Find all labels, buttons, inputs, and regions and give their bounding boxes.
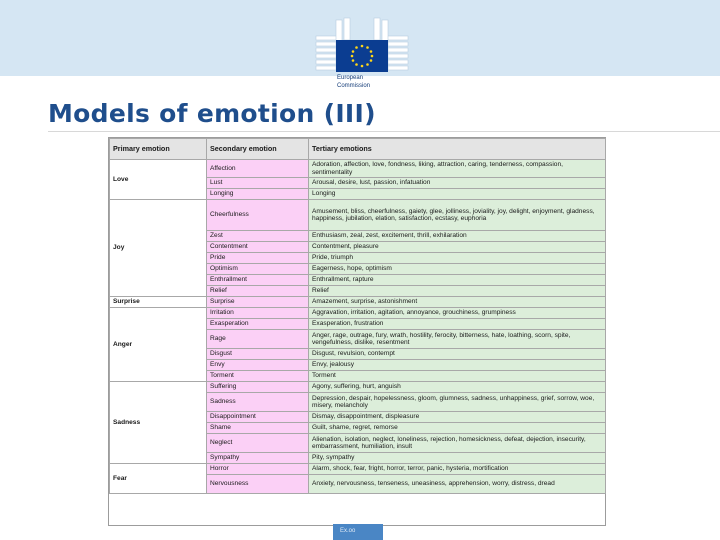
tertiary-emotions-cell: Exasperation, frustration	[309, 319, 606, 330]
primary-emotion-cell: Sadness	[110, 382, 207, 464]
tertiary-emotions-cell: Enthrallment, rapture	[309, 275, 606, 286]
tertiary-emotions-cell: Pride, triumph	[309, 253, 606, 264]
primary-emotion-cell: Surprise	[110, 297, 207, 308]
secondary-emotion-cell: Contentment	[207, 242, 309, 253]
secondary-emotion-cell: Sadness	[207, 393, 309, 412]
secondary-emotion-cell: Enthrallment	[207, 275, 309, 286]
tertiary-emotions-cell: Relief	[309, 286, 606, 297]
header-tertiary: Tertiary emotions	[309, 139, 606, 160]
tertiary-emotions-cell: Alienation, isolation, neglect, loneliness, rejection, homesickness, defeat, dejection, insecurity, embarrassment, humiliation, insult	[309, 434, 606, 453]
tertiary-emotions-cell: Eagerness, hope, optimism	[309, 264, 606, 275]
tertiary-emotions-cell: Aggravation, irritation, agitation, annoyance, grouchiness, grumpiness	[309, 308, 606, 319]
tertiary-emotions-cell: Alarm, shock, fear, fright, horror, terror, panic, hysteria, mortification	[309, 464, 606, 475]
secondary-emotion-cell: Surprise	[207, 297, 309, 308]
footer-text: Ex.oo	[340, 528, 356, 534]
table-row	[110, 382, 606, 393]
logo-line-european: European	[337, 75, 364, 81]
tertiary-emotions-cell: Dismay, disappointment, displeasure	[309, 412, 606, 423]
secondary-emotion-cell: Shame	[207, 423, 309, 434]
table-row	[110, 160, 606, 178]
header-primary: Primary emotion	[110, 139, 207, 160]
secondary-emotion-cell: Disappointment	[207, 412, 309, 423]
page-title: Models of emotion (III)	[48, 99, 376, 128]
tertiary-emotions-cell: Anger, rage, outrage, fury, wrath, hostility, ferocity, bitterness, hate, loathing, scorn, spite, vengefulness, dislike, resentment	[309, 330, 606, 349]
table-header-row	[110, 139, 606, 160]
tertiary-emotions-cell: Arousal, desire, lust, passion, infatuation	[309, 178, 606, 189]
secondary-emotion-cell: Torment	[207, 371, 309, 382]
secondary-emotion-cell: Suffering	[207, 382, 309, 393]
tertiary-emotions-cell: Anxiety, nervousness, tenseness, uneasiness, apprehension, worry, distress, dread	[309, 475, 606, 494]
tertiary-emotions-cell: Longing	[309, 189, 606, 200]
emotion-table-container	[108, 137, 606, 526]
secondary-emotion-cell: Irritation	[207, 308, 309, 319]
secondary-emotion-cell: Lust	[207, 178, 309, 189]
secondary-emotion-cell: Nervousness	[207, 475, 309, 494]
secondary-emotion-cell: Neglect	[207, 434, 309, 453]
secondary-emotion-cell: Disgust	[207, 349, 309, 360]
logo-line-commission: Commission	[337, 83, 371, 89]
table-row	[110, 308, 606, 319]
tertiary-emotions-cell: Torment	[309, 371, 606, 382]
primary-emotion-cell: Love	[110, 160, 207, 200]
secondary-emotion-cell: Sympathy	[207, 453, 309, 464]
logo-text	[337, 74, 370, 90]
secondary-emotion-cell: Optimism	[207, 264, 309, 275]
secondary-emotion-cell: Relief	[207, 286, 309, 297]
secondary-emotion-cell: Envy	[207, 360, 309, 371]
tertiary-emotions-cell: Amusement, bliss, cheerfulness, gaiety, glee, jolliness, joviality, joy, delight, enjoyment, gladness, happiness, jubilation, elation, satisfaction, ecstasy, euphoria	[309, 200, 606, 231]
tertiary-emotions-cell: Pity, sympathy	[309, 453, 606, 464]
tertiary-emotions-cell: Enthusiasm, zeal, zest, excitement, thrill, exhilaration	[309, 231, 606, 242]
secondary-emotion-cell: Zest	[207, 231, 309, 242]
table-body	[110, 160, 606, 494]
primary-emotion-cell: Fear	[110, 464, 207, 494]
tertiary-emotions-cell: Adoration, affection, love, fondness, liking, attraction, caring, tenderness, compassion, sentimentality	[309, 160, 606, 178]
tertiary-emotions-cell: Amazement, surprise, astonishment	[309, 297, 606, 308]
tertiary-emotions-cell: Contentment, pleasure	[309, 242, 606, 253]
table-row	[110, 200, 606, 231]
tertiary-emotions-cell: Guilt, shame, regret, remorse	[309, 423, 606, 434]
table-row	[110, 297, 606, 308]
title-divider	[48, 131, 720, 132]
table-row	[110, 464, 606, 475]
primary-emotion-cell: Anger	[110, 308, 207, 382]
secondary-emotion-cell: Affection	[207, 160, 309, 178]
emotion-table	[109, 138, 606, 494]
tertiary-emotions-cell: Depression, despair, hopelessness, gloom, glumness, sadness, unhappiness, grief, sorrow, woe, misery, melancholy	[309, 393, 606, 412]
secondary-emotion-cell: Cheerfulness	[207, 200, 309, 231]
tertiary-emotions-cell: Agony, suffering, hurt, anguish	[309, 382, 606, 393]
secondary-emotion-cell: Rage	[207, 330, 309, 349]
secondary-emotion-cell: Pride	[207, 253, 309, 264]
secondary-emotion-cell: Longing	[207, 189, 309, 200]
secondary-emotion-cell: Horror	[207, 464, 309, 475]
primary-emotion-cell: Joy	[110, 200, 207, 297]
tertiary-emotions-cell: Envy, jealousy	[309, 360, 606, 371]
secondary-emotion-cell: Exasperation	[207, 319, 309, 330]
header-secondary: Secondary emotion	[207, 139, 309, 160]
tertiary-emotions-cell: Disgust, revulsion, contempt	[309, 349, 606, 360]
